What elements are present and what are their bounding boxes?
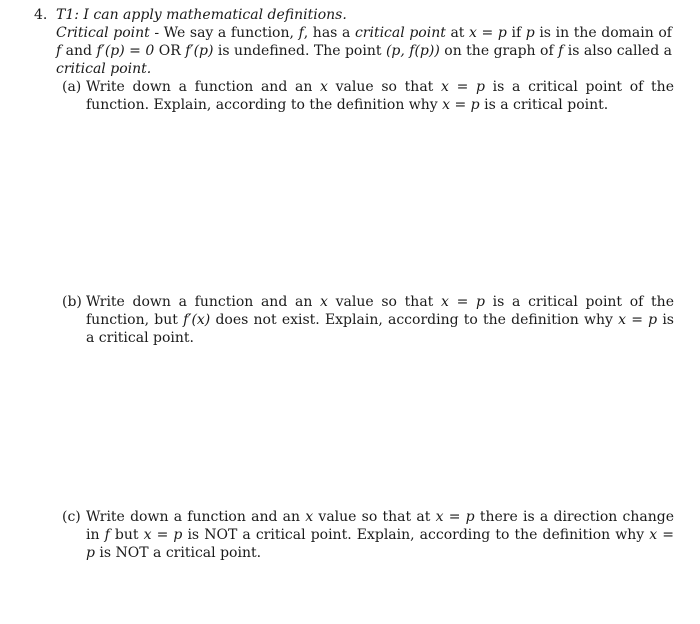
definition-text: OR (154, 43, 186, 59)
definition-text: at (445, 25, 470, 41)
definition-text: - We say a function, (149, 25, 299, 41)
part-label: (b) (62, 294, 82, 310)
problem-number: 4. (34, 7, 48, 23)
math-f: f (104, 527, 110, 543)
part-text (86, 293, 674, 347)
definition-text: is undefined. The point (213, 43, 386, 59)
definition-term-end: critical point. (56, 61, 152, 77)
definition-paragraph (56, 24, 672, 78)
part-a (62, 78, 674, 114)
part-text-span: but (109, 527, 144, 543)
part-text (86, 78, 674, 114)
part-text-span: is NOT a critical point. (94, 545, 262, 561)
math-f: f (56, 43, 62, 59)
math-f: f (298, 25, 304, 41)
math-fprime-zero: f′(p) = 0 (96, 43, 155, 59)
definition-text: if (506, 25, 526, 41)
part-text-span: Write down a function and an (86, 79, 321, 95)
definition-text: on the graph of (439, 43, 559, 59)
part-text (86, 508, 674, 562)
part-text-span: does not exist. Explain, according to the definition why (210, 312, 619, 328)
math-f: f (558, 43, 564, 59)
part-text-span: is a critical point. (86, 312, 674, 346)
math-x-equals-p: x = p (618, 312, 658, 328)
definition-term-inline: critical point (354, 25, 446, 41)
part-label: (c) (62, 509, 81, 525)
math-x-equals-p: x = p (441, 294, 485, 310)
definition-text: , has a (303, 25, 355, 41)
part-text-span: value so that (327, 79, 441, 95)
part-text-span: is a critical point of the function. Explain, according to the definition why (86, 79, 674, 113)
part-text-span: is a critical point of the function, but (86, 294, 674, 328)
math-x-equals-p: x = p (435, 509, 475, 525)
part-label: (a) (62, 79, 82, 95)
math-fprime: f′(p) (185, 43, 214, 59)
definition-text: is also called a (563, 43, 672, 59)
math-x: x (320, 294, 328, 310)
math-x-equals-p: x = p (441, 79, 485, 95)
part-text-span: Write down a function and an (86, 509, 306, 525)
math-fprime-x: f′(x) (183, 312, 211, 328)
part-text-span: value so that (327, 294, 441, 310)
math-x-equals-p: x = p (86, 527, 674, 561)
definition-text: and (61, 43, 97, 59)
problem-header (56, 6, 672, 78)
part-b (62, 293, 674, 347)
part-text-span: there is a direction change in (86, 509, 674, 543)
part-c (62, 508, 674, 562)
math-x: x (305, 509, 314, 525)
definition-term: Critical point (56, 25, 150, 41)
part-text-span: is NOT a critical point. Explain, according to the definition why (182, 527, 650, 543)
math-x-equals-p: x = p (143, 527, 183, 543)
part-text-span: Write down a function and an (86, 294, 321, 310)
math-x: x (320, 79, 328, 95)
definition-text: is in the domain of (534, 25, 672, 41)
math-point: (p, f(p)) (385, 43, 440, 59)
part-text-span: value so that at (313, 509, 436, 525)
math-p: p (525, 25, 535, 41)
part-text-span: is a critical point. (479, 97, 609, 113)
problem-title: T1: I can apply mathematical definitions. (56, 7, 347, 23)
math-x-equals-p: x = p (469, 25, 507, 41)
math-x-equals-p: x = p (442, 97, 480, 113)
